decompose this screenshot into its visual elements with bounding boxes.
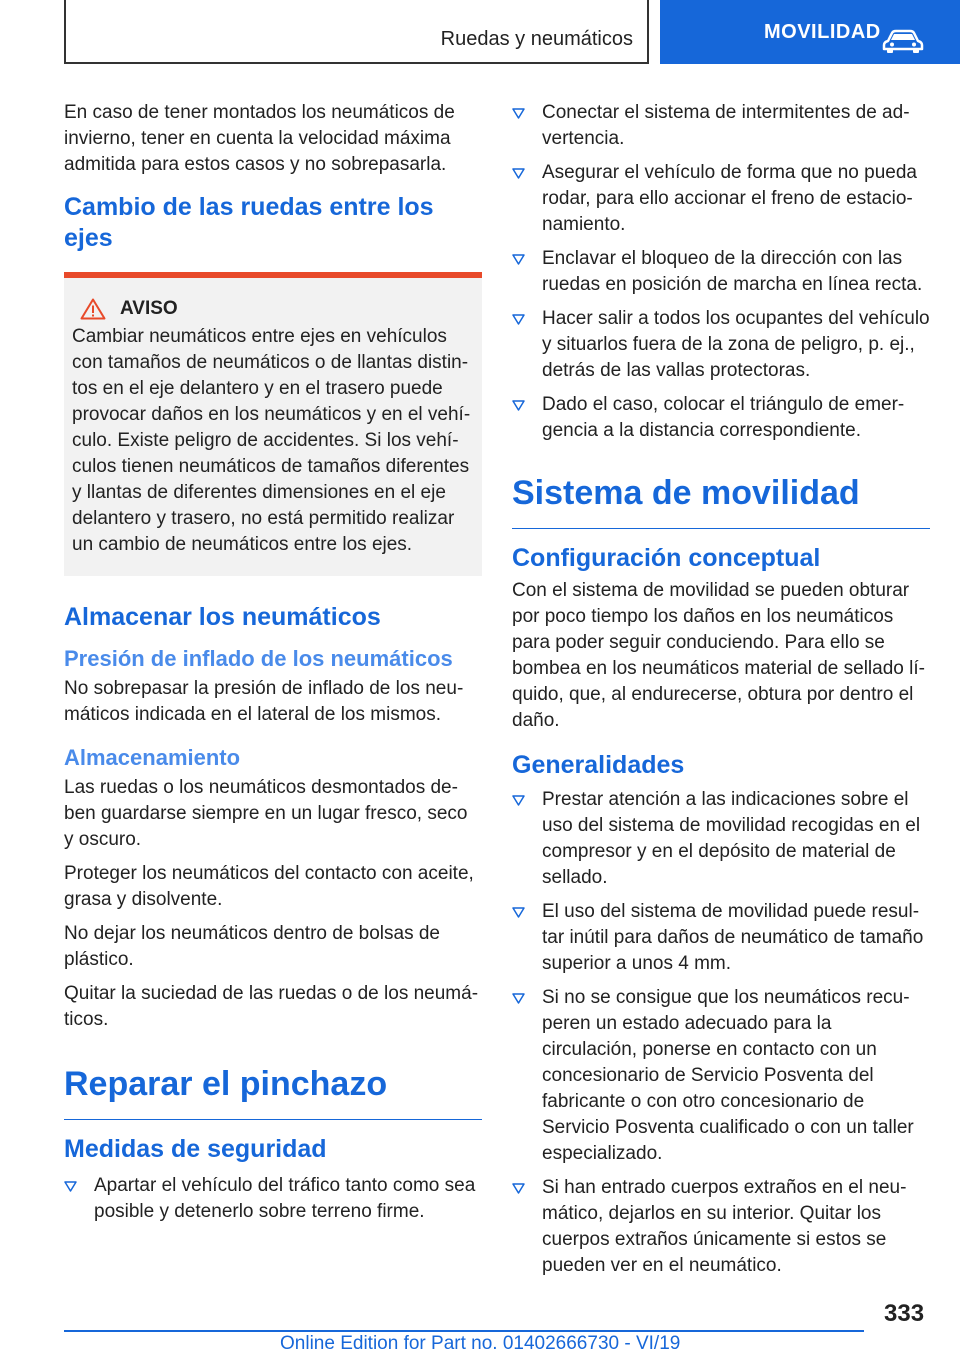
- list-item: [512, 100, 930, 152]
- warning-header: [80, 298, 474, 320]
- bullet-triangle-icon: [64, 1181, 77, 1192]
- list-item: [512, 392, 930, 444]
- bullet-triangle-icon: [512, 1183, 525, 1194]
- car-icon: [882, 29, 924, 53]
- heading-cambio-ruedas: Cambio de las ruedas entre los ejes: [64, 193, 434, 252]
- list-item-text: Si no se consigue que los neumáticos recuperen un estado adecuado para la circulación, ponerse en contacto con un concesionario de Servicio Posventa del fabricante o con otro concesionario de Servicio Posventa cualificado o con un taller especializado.: [542, 987, 914, 1164]
- warning-triangle-icon: [80, 298, 106, 320]
- list-item-text: El uso del sistema de movilidad puede resultar inútil para daños de neumático de tamaño superior a unos 4 mm.: [542, 901, 924, 974]
- footer-edition: Online Edition for Part no. 01402666730 - VI/19: [280, 1333, 681, 1354]
- bullet-triangle-icon: [512, 993, 525, 1004]
- heading-reparar-pinchazo: Reparar el pinchazo: [64, 1063, 482, 1120]
- list-item: [512, 246, 930, 298]
- bullet-triangle-icon: [512, 907, 525, 918]
- heading-configuracion: Configuración conceptual: [512, 544, 821, 572]
- list-item: [512, 306, 930, 384]
- footer-divider: [64, 1330, 864, 1332]
- left-column: [64, 100, 482, 1233]
- list-item: [512, 899, 930, 977]
- seguridad-list-continued: [512, 100, 930, 444]
- heading-almacenar: Almacenar los neumáticos: [64, 603, 381, 631]
- bullet-triangle-icon: [512, 314, 525, 325]
- warning-text: Cambiar neumáticos entre ejes en vehículos con tamaños de neumáticos o de llantas distintos en el eje delantero y en el trasero puede provocar daños en los neumáticos y en el vehículo. Existe peligro de accidentes. Si los vehículos tienen neumáticos de tamaños diferentes y llantas de diferentes dimensiones en el eje delantero y trasero, no está permitido realizar un cambio de neumáticos entre los ejes.: [72, 326, 471, 555]
- heading-sistema-movilidad: Sistema de movilidad: [512, 472, 930, 529]
- heading-medidas-seguridad: Medidas de seguridad: [64, 1135, 327, 1163]
- presion-paragraph: No sobrepasar la presión de inflado de los neumáticos indicada en el lateral de los mismos.: [64, 678, 464, 725]
- almacenamiento-paragraph-1: Las ruedas o los neumáticos desmontados deben guardarse siempre en un lugar fresco, seco y oscuro.: [64, 777, 468, 850]
- bullet-triangle-icon: [512, 795, 525, 806]
- warning-box: [64, 272, 482, 576]
- heading-generalidades: Generalidades: [512, 751, 685, 779]
- list-item-text: Dado el caso, colocar el triángulo de emergencia a la distancia correspondiente.: [542, 394, 905, 441]
- generalidades-list: [512, 787, 930, 1279]
- bullet-triangle-icon: [512, 108, 525, 119]
- warning-title: AVISO: [120, 298, 178, 319]
- list-item-text: Enclavar el bloqueo de la dirección con las ruedas en posición de marcha en línea recta.: [542, 248, 923, 295]
- almacenamiento-paragraph-4: Quitar la suciedad de las ruedas o de los neumáticos.: [64, 983, 479, 1030]
- almacenamiento-paragraph-2: Proteger los neumáticos del contacto con aceite, grasa y disolvente.: [64, 863, 474, 910]
- chapter-title: MOVILIDAD: [764, 20, 881, 43]
- heading-presion: Presión de inflado de los neumáticos: [64, 646, 453, 671]
- right-column: [512, 100, 930, 1287]
- list-item-text: Conectar el sistema de intermitentes de advertencia.: [542, 102, 910, 149]
- list-item: [512, 787, 930, 891]
- list-item-text: Si han entrado cuerpos extraños en el neumático, dejarlos en su interior. Quitar los cuerpos extraños únicamente si estos se pueden ver en el neumático.: [542, 1177, 907, 1276]
- almacenamiento-paragraph-3: No dejar los neumáticos dentro de bolsas de plástico.: [64, 923, 441, 970]
- list-item-text: Hacer salir a todos los ocupantes del vehículo y situarlos fuera de la zona de peligro, p. ej., detrás de las vallas protectoras.: [542, 308, 930, 381]
- list-item-text: Prestar atención a las indicaciones sobre el uso del sistema de movilidad recogidas en el compresor y en el depósito de material de sellado.: [542, 789, 921, 888]
- list-item-text: Apartar el vehículo del tráfico tanto como sea posible y detenerlo sobre terreno firme.: [94, 1175, 476, 1222]
- page-number: 333: [884, 1300, 925, 1327]
- configuracion-paragraph: Con el sistema de movilidad se pueden obturar por poco tiempo los daños en los neumáticos para poder seguir conduciendo. Para ello se bombea en los neumáticos material de sellado líquido, que, al endurecerse, obtura por dentro el daño.: [512, 580, 925, 731]
- list-item: [64, 1173, 482, 1225]
- list-item: [512, 985, 930, 1167]
- medidas-list: [64, 1173, 482, 1225]
- bullet-triangle-icon: [512, 168, 525, 179]
- list-item-text: Asegurar el vehículo de forma que no pueda rodar, para ello accionar el freno de estacionamiento.: [542, 162, 917, 235]
- header-section-box: [64, 0, 649, 64]
- heading-almacenamiento: Almacenamiento: [64, 745, 241, 770]
- intro-paragraph: En caso de tener montados los neumáticos de invierno, tener en cuenta la velocidad máxima admitida para estos casos y no sobrepasarla.: [64, 102, 455, 175]
- section-title: Ruedas y neumáticos: [440, 28, 633, 50]
- list-item: [512, 160, 930, 238]
- list-item: [512, 1175, 930, 1279]
- bullet-triangle-icon: [512, 254, 525, 265]
- bullet-triangle-icon: [512, 400, 525, 411]
